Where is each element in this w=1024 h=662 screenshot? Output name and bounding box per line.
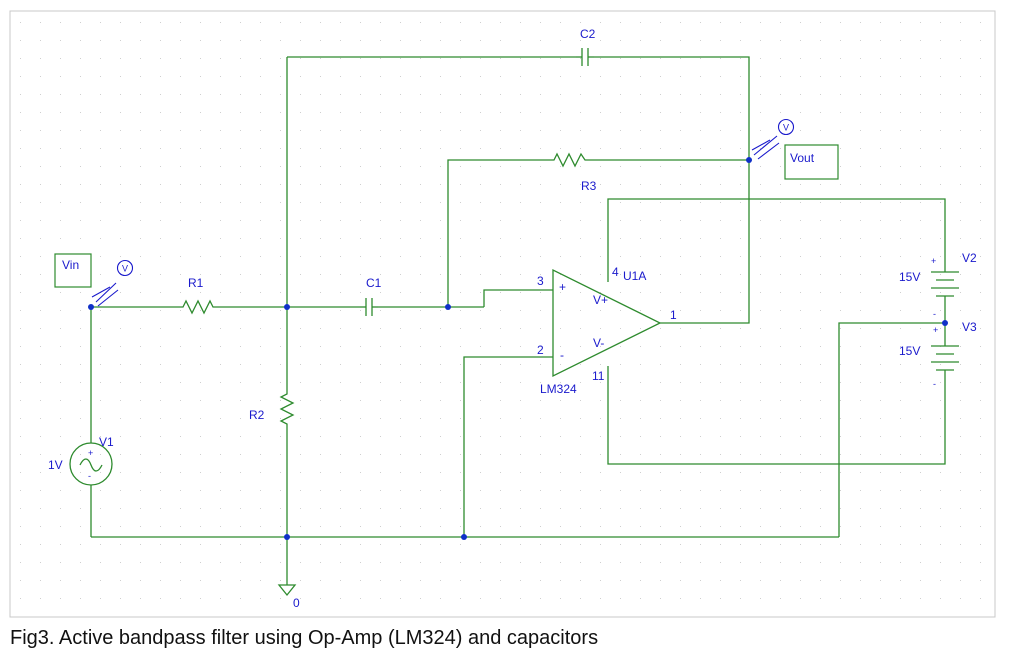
grid-dots <box>20 22 981 599</box>
battery-v3 <box>931 336 959 375</box>
pin-number-11: 11 <box>592 369 605 383</box>
pin-number-4: 4 <box>612 265 619 279</box>
label-r1: R1 <box>188 276 204 290</box>
frame-border <box>10 11 995 617</box>
label-v-plus: V+ <box>593 293 609 307</box>
wires <box>91 57 945 585</box>
pin-number-2: 2 <box>537 343 544 357</box>
probe-letter-vout: V <box>782 122 790 133</box>
v3-minus-sign: - <box>933 379 936 389</box>
v1-plus-sign: + <box>88 448 94 458</box>
battery-v2 <box>931 260 959 300</box>
v2-plus-sign: + <box>931 256 937 266</box>
label-v1-value: 1V <box>48 458 63 472</box>
label-v2-value: 15V <box>899 270 921 284</box>
v2-minus-sign: - <box>933 309 936 319</box>
label-v3-name: V3 <box>962 320 977 334</box>
opamp-minus-sign: - <box>560 348 564 362</box>
label-v3-value: 15V <box>899 344 921 358</box>
resistor-r2 <box>281 388 293 428</box>
opamp-plus-sign: + <box>559 280 567 294</box>
v3-plus-sign: + <box>933 325 939 335</box>
capacitor-c1 <box>360 298 378 316</box>
pin-number-1: 1 <box>670 308 677 322</box>
junction-dots <box>88 157 948 540</box>
opamp-u1a <box>553 270 660 376</box>
vin-tag-label: Vin <box>62 258 80 272</box>
v1-minus-sign: - <box>88 471 91 481</box>
vout-tag-label: Vout <box>790 151 815 165</box>
label-v2-name: V2 <box>962 251 977 265</box>
label-v1-name: V1 <box>99 435 114 449</box>
label-opamp-part: LM324 <box>540 382 577 396</box>
label-c2: C2 <box>580 27 596 41</box>
label-c1: C1 <box>366 276 382 290</box>
label-ground: 0 <box>293 596 300 610</box>
figure-caption: Fig3. Active bandpass filter using Op-Amp (LM324) and capacitors <box>10 627 599 649</box>
resistor-r3 <box>548 154 590 166</box>
capacitor-c2 <box>576 48 594 66</box>
label-opamp-ref: U1A <box>623 269 647 283</box>
resistor-r1 <box>178 301 218 313</box>
voltage-probe-vin <box>92 261 133 307</box>
label-r2: R2 <box>249 408 265 422</box>
label-v-minus: V- <box>593 336 605 350</box>
pin-number-3: 3 <box>537 274 544 288</box>
label-r3: R3 <box>581 179 597 193</box>
probe-letter-vin: V <box>121 263 129 274</box>
ground-symbol <box>279 585 295 595</box>
